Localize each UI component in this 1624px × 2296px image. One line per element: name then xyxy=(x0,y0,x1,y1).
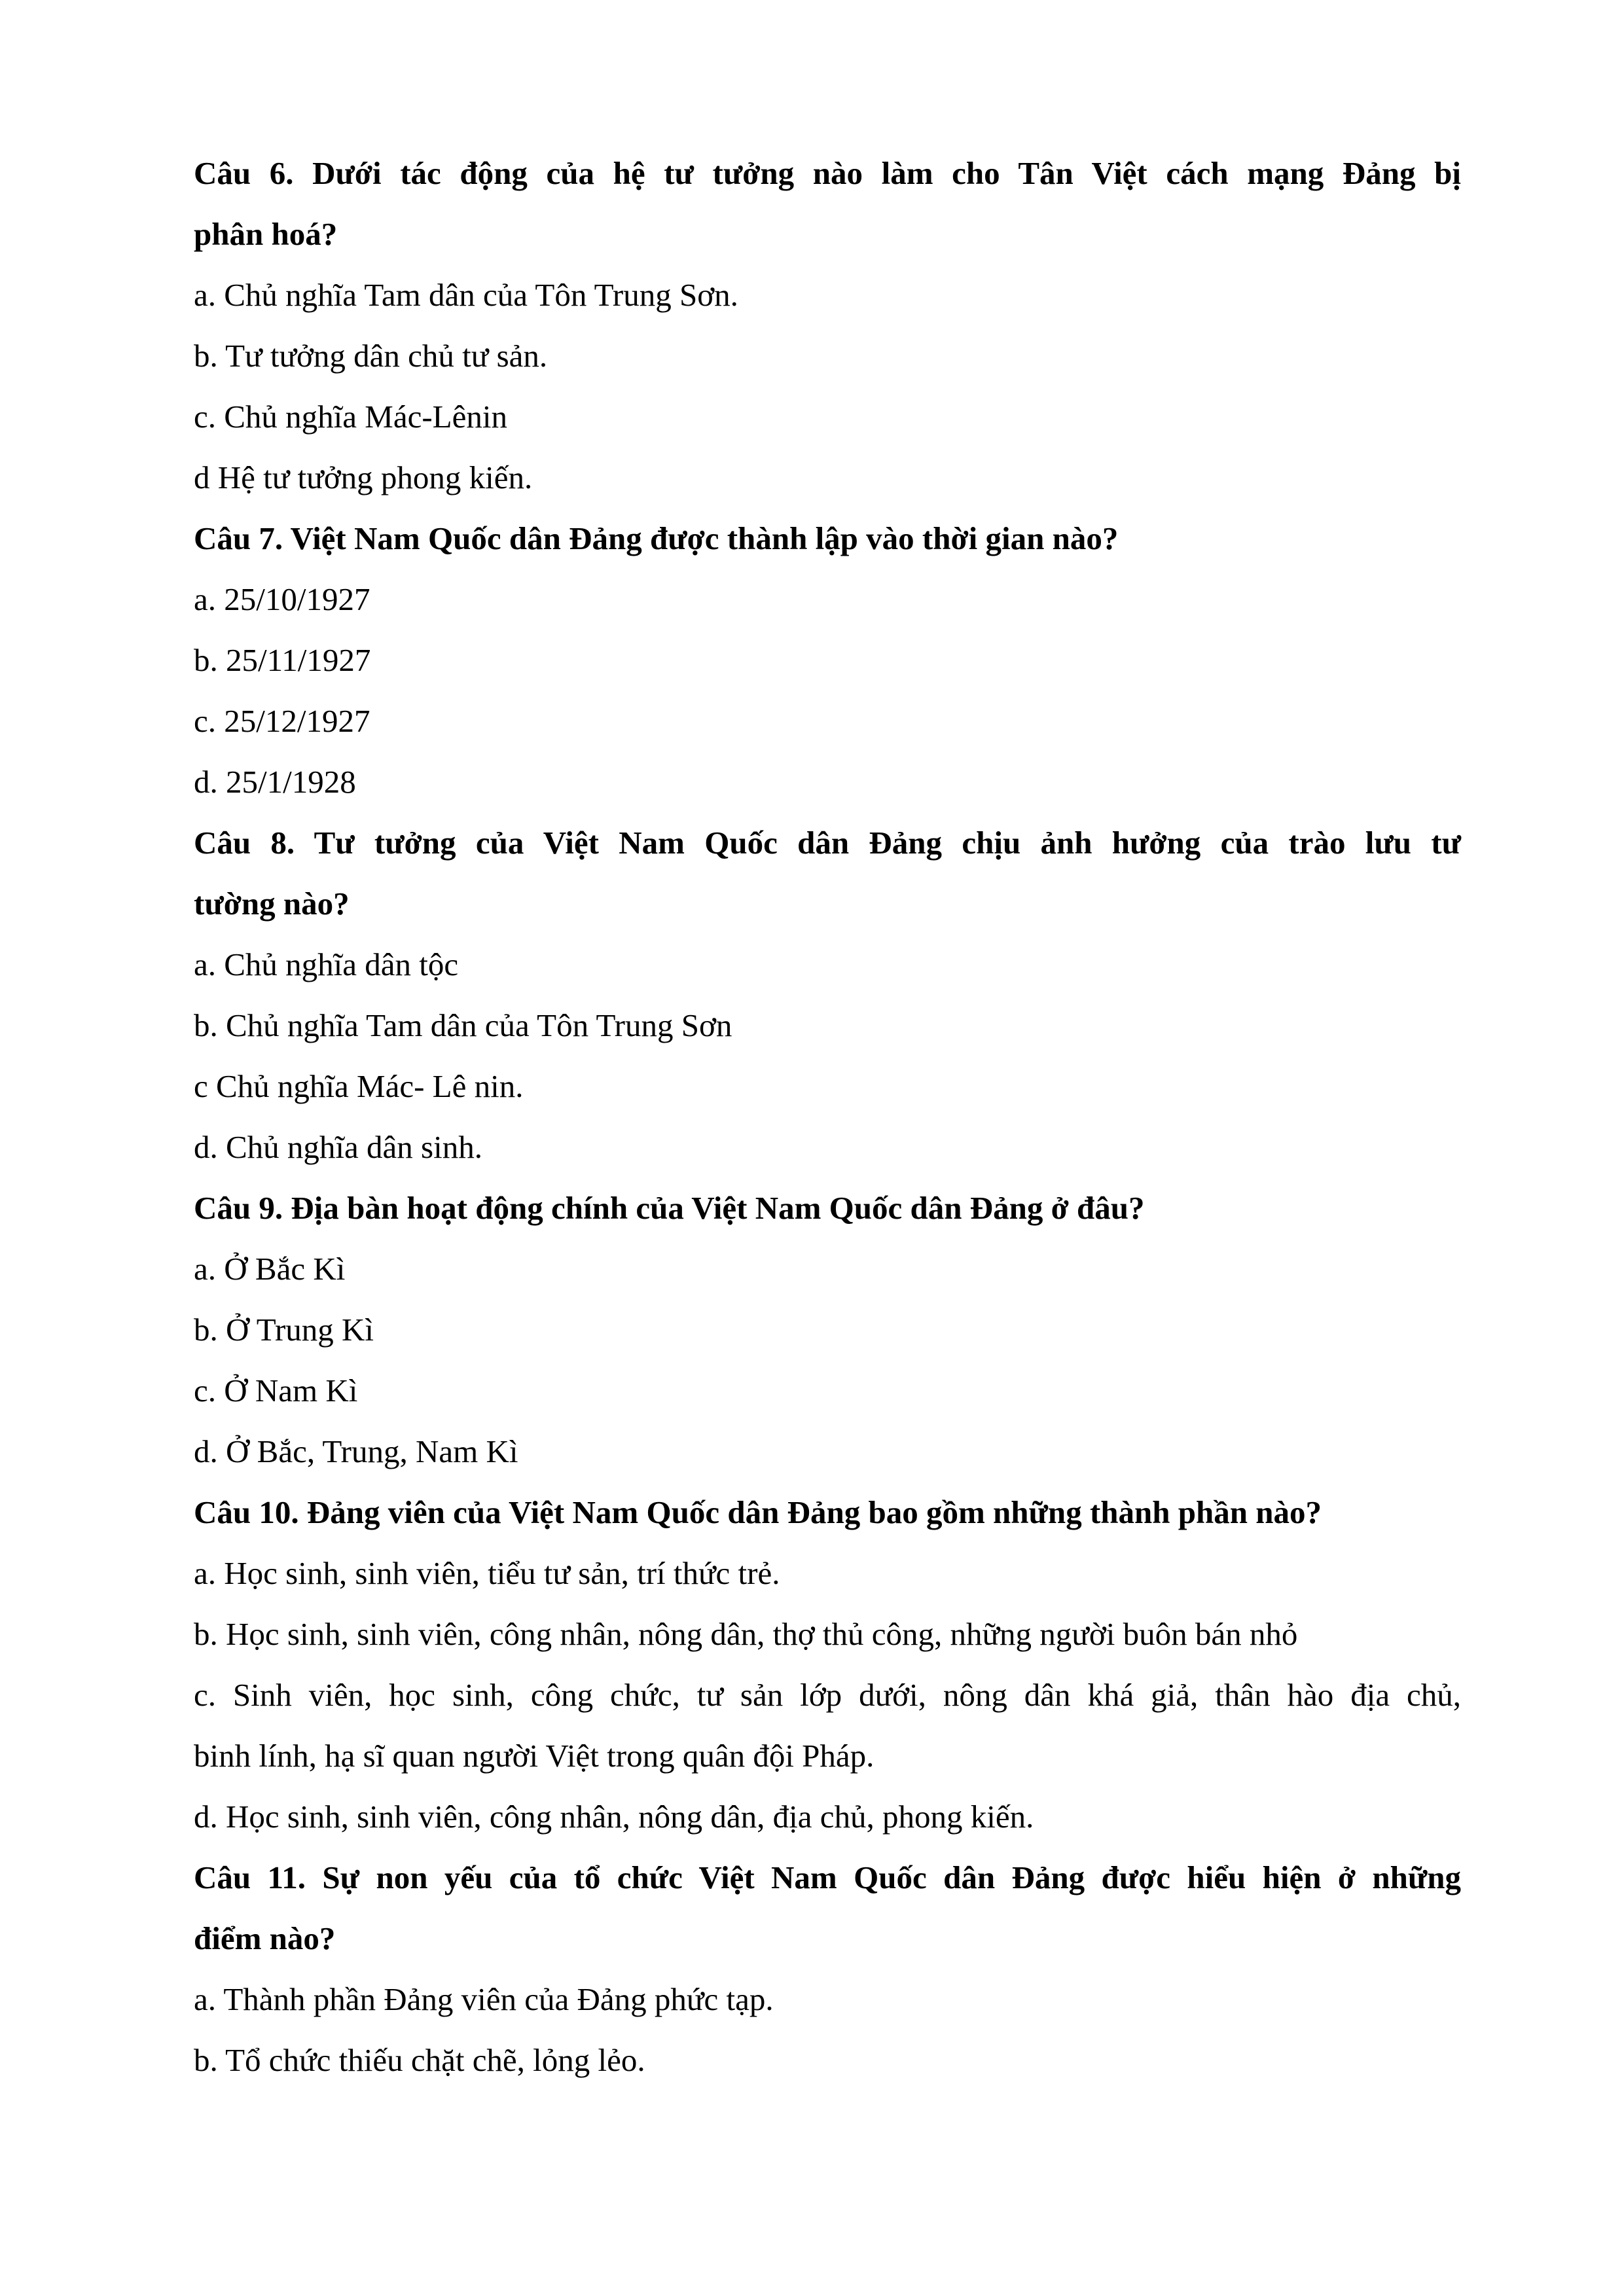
question-9-option-a: a. Ở Bắc Kì xyxy=(194,1251,346,1287)
question-10-option-b: b. Học sinh, sinh viên, công nhân, nông dân, thợ thủ công, những người buôn bán nhỏ xyxy=(194,1616,1298,1652)
question-7-option-b: b. 25/11/1927 xyxy=(194,642,371,678)
question-9-title: Câu 9. Địa bàn hoạt động chính của Việt Nam Quốc dân Đảng ở đâu? xyxy=(194,1190,1145,1226)
question-6-title-line-2: phân hoá? xyxy=(194,216,338,252)
question-7-option-d: d. 25/1/1928 xyxy=(194,764,356,800)
question-10-title: Câu 10. Đảng viên của Việt Nam Quốc dân Đảng bao gồm những thành phần nào? xyxy=(194,1494,1322,1530)
question-8-option-d: d. Chủ nghĩa dân sinh. xyxy=(194,1129,482,1165)
question-11-title-line-2: điểm nào? xyxy=(194,1920,336,1956)
question-10-option-c-line-1: c. Sinh viên, học sinh, công chức, tư sản lớp dưới, nông dân khá giả, thân hào địa chủ, xyxy=(194,1677,1461,1713)
question-10-option-d: d. Học sinh, sinh viên, công nhân, nông dân, địa chủ, phong kiến. xyxy=(194,1799,1034,1835)
question-10-option-a: a. Học sinh, sinh viên, tiểu tư sản, trí thức trẻ. xyxy=(194,1555,780,1591)
question-6-option-d: d Hệ tư tưởng phong kiến. xyxy=(194,459,533,495)
question-8-option-b: b. Chủ nghĩa Tam dân của Tôn Trung Sơn xyxy=(194,1007,732,1043)
question-7-title: Câu 7. Việt Nam Quốc dân Đảng được thành lập vào thời gian nào? xyxy=(194,520,1119,556)
question-8-option-c: c Chủ nghĩa Mác- Lê nin. xyxy=(194,1068,524,1104)
question-11-title-line-1: Câu 11. Sự non yếu của tổ chức Việt Nam Quốc dân Đảng được hiểu hiện ở những xyxy=(194,1859,1461,1895)
question-9-option-b: b. Ở Trung Kì xyxy=(194,1312,374,1348)
question-9-option-c: c. Ở Nam Kì xyxy=(194,1372,358,1408)
question-10-option-c-line-2: binh lính, hạ sĩ quan người Việt trong quân đội Pháp. xyxy=(194,1738,875,1774)
question-8-option-a: a. Chủ nghĩa dân tộc xyxy=(194,946,459,982)
question-6-title-line-1: Câu 6. Dưới tác động của hệ tư tưởng nào làm cho Tân Việt cách mạng Đảng bị xyxy=(194,155,1461,191)
question-6-option-b: b. Tư tưởng dân chủ tư sản. xyxy=(194,338,548,374)
document-page xyxy=(194,143,1461,2090)
question-11-option-a: a. Thành phần Đảng viên của Đảng phức tạp. xyxy=(194,1981,774,2017)
question-8-title-line-2: tường nào? xyxy=(194,886,350,922)
question-6-option-c: c. Chủ nghĩa Mác-Lênin xyxy=(194,399,507,435)
question-6-option-a: a. Chủ nghĩa Tam dân của Tôn Trung Sơn. xyxy=(194,277,738,313)
question-7-option-c: c. 25/12/1927 xyxy=(194,703,370,739)
question-9-option-d: d. Ở Bắc, Trung, Nam Kì xyxy=(194,1433,518,1469)
question-8-title-line-1: Câu 8. Tư tưởng của Việt Nam Quốc dân Đảng chịu ảnh hưởng của trào lưu tư xyxy=(194,825,1461,861)
question-7-option-a: a. 25/10/1927 xyxy=(194,581,370,617)
question-11-option-b: b. Tổ chức thiếu chặt chẽ, lỏng lẻo. xyxy=(194,2042,645,2078)
